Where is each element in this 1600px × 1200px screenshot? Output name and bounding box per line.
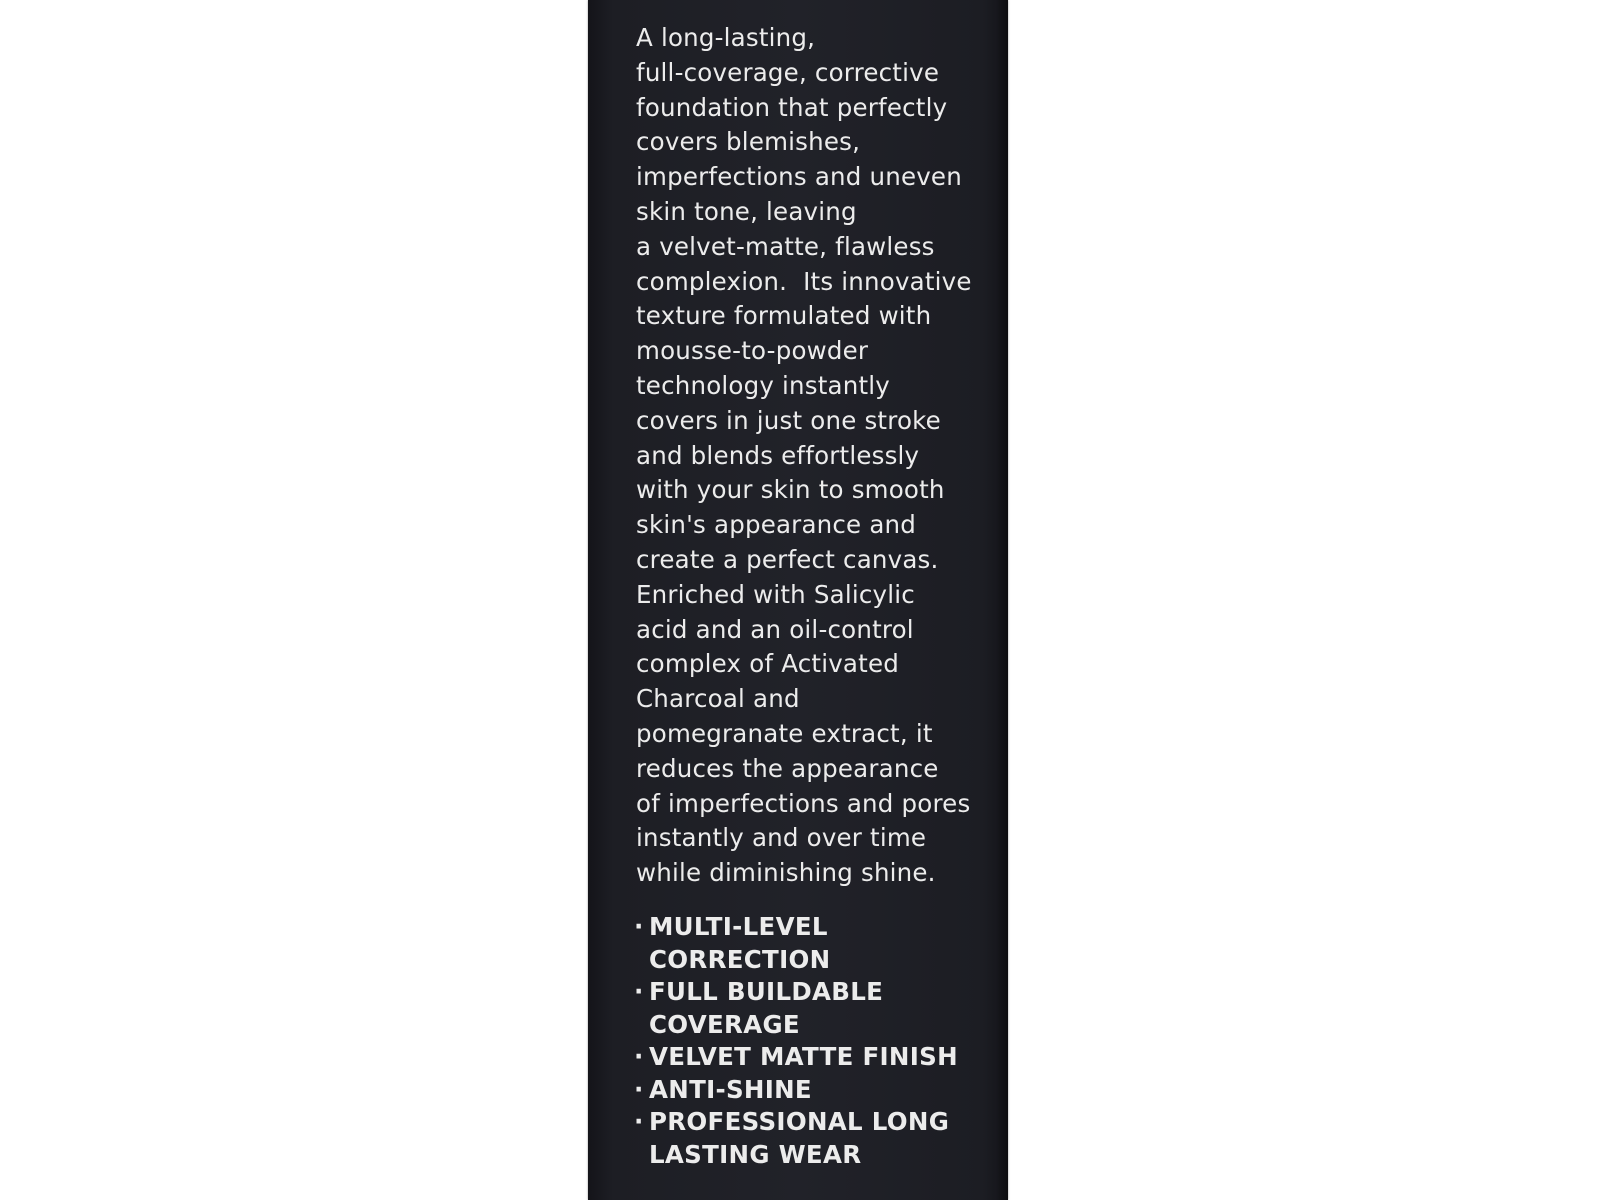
feature-line: MULTI-LEVEL (649, 912, 828, 941)
feature-line: PROFESSIONAL LONG (649, 1107, 950, 1136)
description-line: covers in just one stroke (636, 405, 941, 435)
description-line: full-coverage, corrective (636, 57, 940, 87)
description-line: with your skin to smooth (636, 475, 945, 505)
description-line: pomegranate extract, it (636, 718, 933, 748)
feature-line: COVERAGE (649, 1009, 800, 1039)
description-line: covers blemishes, (636, 127, 861, 157)
product-description (636, 21, 996, 891)
feature-line: ANTI-SHINE (649, 1074, 812, 1104)
description-line: skin tone, leaving (636, 196, 857, 226)
description-line: create a perfect canvas. (636, 544, 939, 574)
description-line: acid and an oil-control (636, 614, 914, 644)
description-line: A long-lasting, (636, 23, 816, 52)
feature-item (634, 976, 994, 1041)
feature-line: CORRECTION (649, 944, 831, 974)
product-box-side-panel (588, 0, 1008, 1200)
bullet-dot: · (634, 977, 644, 1006)
description-line: reduces the appearance (636, 753, 939, 783)
bullet-dot: · (634, 1074, 644, 1104)
feature-item (634, 1041, 994, 1074)
description-line: complex of Activated (636, 649, 899, 679)
box-edge-shadow (996, 0, 1008, 1200)
description-line: complexion. Its innovative (636, 266, 972, 296)
description-line: Charcoal and (636, 684, 800, 714)
description-line: skin's appearance and (636, 510, 917, 540)
feature-line: LASTING WEAR (649, 1139, 862, 1169)
feature-line: FULL BUILDABLE (649, 977, 884, 1006)
description-line: imperfections and uneven (636, 162, 962, 192)
description-line: technology instantly (636, 370, 890, 400)
feature-list (634, 911, 994, 1171)
description-line: of imperfections and pores (636, 788, 971, 818)
description-line: foundation that perfectly (636, 92, 948, 122)
description-line: a velvet-matte, flawless (636, 231, 935, 261)
description-line: and blends effortlessly (636, 440, 920, 470)
feature-item (634, 1106, 994, 1171)
bullet-dot: · (634, 912, 644, 941)
description-line: mousse-to-powder (636, 336, 869, 366)
description-line: Enriched with Salicylic (636, 579, 915, 609)
feature-item (634, 1074, 994, 1107)
bullet-dot: · (634, 1042, 644, 1071)
description-line: while diminishing shine. (636, 858, 936, 888)
bullet-dot: · (634, 1107, 644, 1136)
description-line: instantly and over time (636, 823, 927, 853)
feature-line: VELVET MATTE FINISH (649, 1042, 958, 1071)
description-line: texture formulated with (636, 301, 932, 331)
feature-item (634, 911, 994, 976)
